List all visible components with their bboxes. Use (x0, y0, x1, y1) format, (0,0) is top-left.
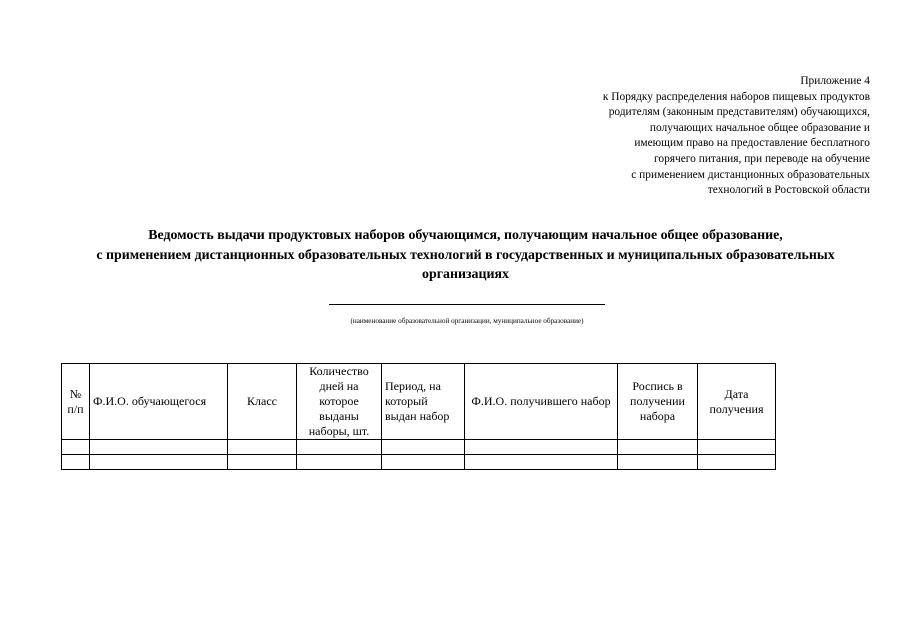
distribution-table (61, 363, 776, 470)
appendix-line: получающих начальное общее образование и (649, 121, 870, 134)
table-header-row (62, 364, 776, 440)
table-cell[interactable] (90, 440, 228, 455)
header-period: Период, на который выдан набор (382, 364, 465, 440)
table-cell[interactable] (698, 455, 776, 470)
appendix-line: родителям (законным представителям) обучающихся, (608, 106, 870, 119)
title-line: организациях (422, 267, 509, 282)
header-signature: Роспись в получении набора (618, 364, 698, 440)
table-cell[interactable] (618, 455, 698, 470)
appendix-line: технологий в Ростовской области (707, 184, 870, 197)
table-cell[interactable] (62, 455, 90, 470)
appendix-line: горячего питания, при переводе на обучение (653, 152, 870, 165)
appendix-header (540, 74, 870, 199)
header-student-name: Ф.И.О. обучающегося (90, 364, 228, 440)
organization-caption: (наименование образовательной организации, муниципальное образование) (350, 317, 584, 325)
table-row (62, 455, 776, 470)
appendix-line: Приложение 4 (800, 75, 870, 87)
header-days-count: Количество дней на которое выданы наборы, шт. (297, 364, 382, 440)
header-class: Класс (228, 364, 297, 440)
appendix-line: к Порядку распределения наборов пищевых продуктов (602, 90, 870, 103)
table-cell[interactable] (382, 455, 465, 470)
header-date: Дата получения (698, 364, 776, 440)
title-line: Ведомость выдачи продуктовых наборов обучающимся, получающим начальное общее образование, (148, 228, 783, 243)
header-recipient-name: Ф.И.О. получившего набор (465, 364, 618, 440)
title-line: с применением дистанционных образовательных технологий в государственных и муниципальных образовательных (96, 247, 835, 263)
table-cell[interactable] (465, 455, 618, 470)
table-cell[interactable] (382, 440, 465, 455)
table-cell[interactable] (465, 440, 618, 455)
table-cell[interactable] (698, 440, 776, 455)
table-cell[interactable] (90, 455, 228, 470)
table-cell[interactable] (228, 455, 297, 470)
table-cell[interactable] (297, 440, 382, 455)
appendix-line: с применением дистанционных образовательных (631, 168, 870, 181)
table-cell[interactable] (297, 455, 382, 470)
table-cell[interactable] (62, 440, 90, 455)
table-cell[interactable] (228, 440, 297, 455)
header-number: № п/п (62, 364, 90, 440)
appendix-line: имеющим право на предоставление бесплатного (634, 137, 870, 150)
table-cell[interactable] (618, 440, 698, 455)
document-title (40, 226, 891, 285)
organization-name-line (329, 304, 605, 305)
table-row (62, 440, 776, 455)
